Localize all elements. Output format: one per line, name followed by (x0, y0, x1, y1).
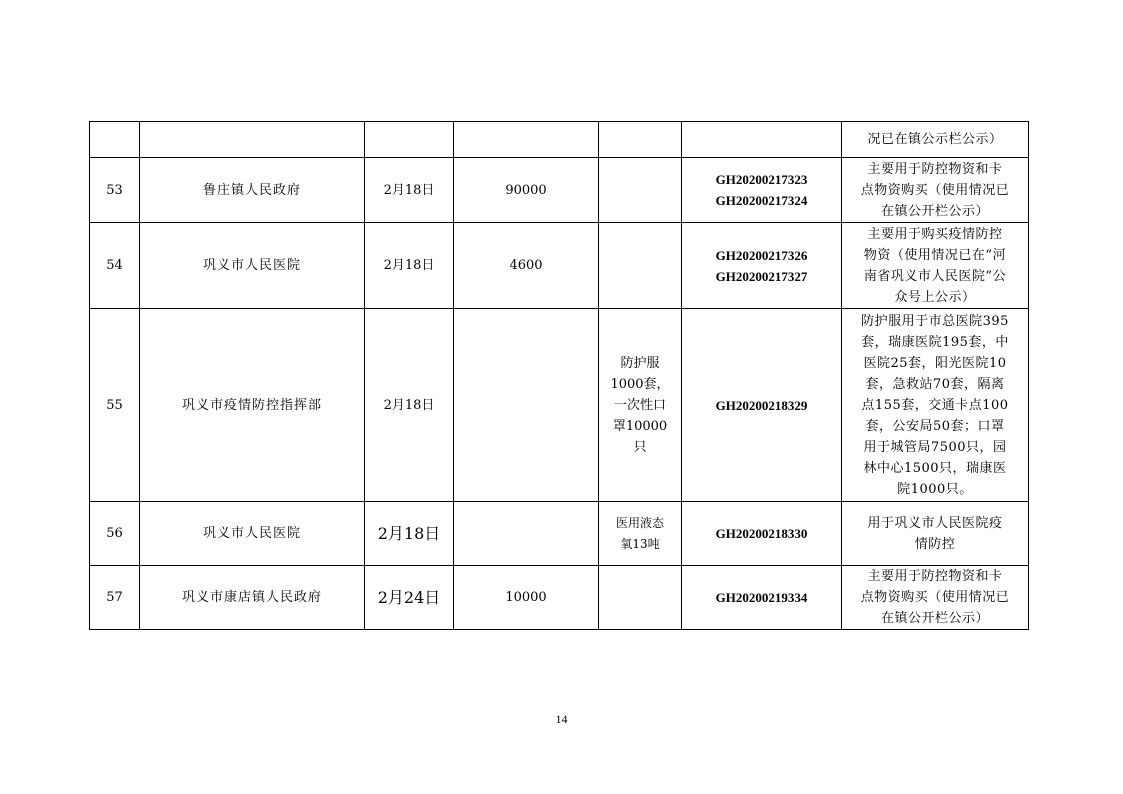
table-row (90, 309, 1029, 502)
date-cell: 2月18日 (365, 223, 454, 309)
date-cell: 2月18日 (365, 158, 454, 223)
donor-name-cell: 巩义市人民医院 (140, 223, 365, 309)
goods-cell: 医用液态 氧13吨 (599, 502, 682, 566)
row-number-cell (90, 122, 140, 158)
donor-name-cell: 鲁庄镇人民政府 (140, 158, 365, 223)
donor-name-cell: 巩义市人民医院 (140, 502, 365, 566)
row-number-cell: 55 (90, 309, 140, 502)
date-cell: 2月18日 (365, 502, 454, 566)
table-row (90, 223, 1029, 309)
donation-table (89, 121, 1029, 630)
receipt-cell (682, 122, 842, 158)
amount-cell: 4600 (454, 223, 599, 309)
donor-name-cell: 巩义市康店镇人民政府 (140, 566, 365, 630)
donor-name-cell (140, 122, 365, 158)
amount-cell (454, 502, 599, 566)
note-cell: 主要用于购买疫情防控 物资（使用情况已在“河 南省巩义市人民医院”公 众号上公示） (842, 223, 1029, 309)
note-cell: 用于巩义市人民医院疫 情防控 (842, 502, 1029, 566)
row-number-cell: 53 (90, 158, 140, 223)
date-cell (365, 122, 454, 158)
goods-cell: 防护服 1000套， 一次性口 罩10000 只 (599, 309, 682, 502)
table-row (90, 502, 1029, 566)
date-cell: 2月24日 (365, 566, 454, 630)
receipt-cell: GH20200217326 GH20200217327 (682, 223, 842, 309)
receipt-cell: GH20200218330 (682, 502, 842, 566)
goods-cell (599, 566, 682, 630)
goods-cell (599, 158, 682, 223)
amount-cell: 90000 (454, 158, 599, 223)
row-number-cell: 57 (90, 566, 140, 630)
table-row (90, 158, 1029, 223)
amount-cell (454, 122, 599, 158)
table-row (90, 566, 1029, 630)
note-cell: 防护服用于市总医院395 套，瑞康医院195套，中 医院25套，阳光医院10 套，急救站70套，隔离 点155套，交通卡点100 套，公安局50套；口罩 用于城管局7500只，园 林中心1500只，瑞康医 院1000只。 (842, 309, 1029, 502)
receipt-cell: GH20200218329 (682, 309, 842, 502)
date-cell: 2月18日 (365, 309, 454, 502)
receipt-cell: GH20200219334 (682, 566, 842, 630)
receipt-cell: GH20200217323 GH20200217324 (682, 158, 842, 223)
amount-cell (454, 309, 599, 502)
row-number-cell: 54 (90, 223, 140, 309)
goods-cell (599, 223, 682, 309)
row-number-cell: 56 (90, 502, 140, 566)
note-cell: 主要用于防控物资和卡 点物资购买（使用情况已 在镇公开栏公示） (842, 566, 1029, 630)
goods-cell (599, 122, 682, 158)
table-row-continued (90, 122, 1029, 158)
note-cell: 主要用于防控物资和卡 点物资购买（使用情况已 在镇公开栏公示） (842, 158, 1029, 223)
donor-name-cell: 巩义市疫情防控指挥部 (140, 309, 365, 502)
note-cell: 况已在镇公示栏公示） (842, 122, 1029, 158)
amount-cell: 10000 (454, 566, 599, 630)
page-number: 14 (555, 712, 568, 726)
